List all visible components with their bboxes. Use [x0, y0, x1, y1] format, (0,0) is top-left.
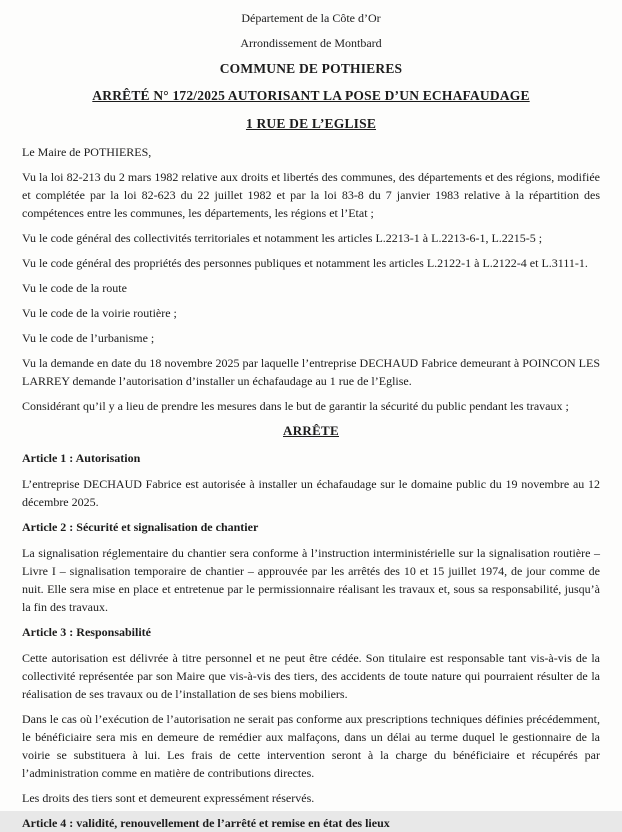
document-body	[22, 143, 600, 832]
recital-code-route: Vu le code de la route	[22, 281, 127, 295]
article-3-heading: Article 3 : Responsabilité	[22, 625, 151, 639]
decree-title: ARRÊTÉ N° 172/2025 AUTORISANT LA POSE D’UN ECHAFAUDAGE	[92, 88, 530, 103]
article-1-paragraph: L’entreprise DECHAUD Fabrice est autorisée à installer un échafaudage sur le domaine public du 19 novembre au 12 décembre 2025.	[22, 477, 600, 509]
article-3-paragraph-3: Les droits des tiers sont et demeurent expressément réservés.	[22, 791, 315, 805]
arrondissement-line: Arrondissement de Montbard	[240, 36, 382, 50]
commune-line: COMMUNE DE POTHIERES	[219, 61, 403, 76]
article-2-paragraph: La signalisation réglementaire du chantier sera conforme à l’instruction interministérielle sur la signalisation routière – Livre I – signalisation temporaire de chantier – approuvée par les arrêtés des 10 et 15 juillet 1974, de jour comme de nuit. Elle sera mise en place et entretenue par le permissionnaire réalisant les travaux et, sous sa responsabilité, jusqu’à la fin des travaux.	[22, 546, 600, 614]
arrete-heading: ARRÊTE	[283, 423, 339, 438]
department-line: Département de la Côte d’Or	[241, 11, 381, 25]
recital-demande: Vu la demande en date du 18 novembre 2025 par laquelle l’entreprise DECHAUD Fabrice demeurant à POINCON LES LARREY demande l’autorisation d’installer un échafaudage au 1 rue de l’Eglise.	[22, 356, 600, 388]
recital-loi-82-213: Vu la loi 82-213 du 2 mars 1982 relative aux droits et libertés des communes, des départements et des régions, modifiée et complétée par la loi 82-623 du 22 juillet 1982 et par la loi 83-8 du 7 janvier 1983 relative à la répartition des compétences entre les communes, les départements, les régions et l’Etat ;	[22, 170, 600, 220]
decree-subtitle-address: 1 RUE DE L’EGLISE	[245, 116, 377, 131]
article-2-heading: Article 2 : Sécurité et signalisation de chantier	[22, 520, 259, 534]
salutation: Le Maire de POTHIERES,	[22, 145, 152, 159]
article-3-paragraph-1: Cette autorisation est délivrée à titre personnel et ne peut être cédée. Son titulaire est responsable tant vis-à-vis de la collectivité représentée par son Maire que vis-à-vis des tiers, des accidents de toute nature qui pourraient résulter de la réalisation de ses travaux ou de l’installation de ses biens mobiliers.	[22, 651, 600, 701]
article-1-heading: Article 1 : Autorisation	[22, 451, 141, 465]
article-3-paragraph-2: Dans le cas où l’exécution de l’autorisation ne serait pas conforme aux prescriptions techniques définies précédemment, le bénéficiaire sera mis en demeure de remédier aux malfaçons, dans un délai au terme duquel le gestionnaire de la voirie se substituera à lui. Les frais de cette intervention seront à la charge du bénéficiaire et récupérés par l’administration comme en matière de contributions directes.	[22, 712, 600, 780]
recital-collectivites-territoriales: Vu le code général des collectivités territoriales et notamment les articles L.2213-1 à L.2213-6-1, L.2215-5 ;	[22, 231, 543, 245]
recital-code-urbanisme: Vu le code de l’urbanisme ;	[22, 331, 155, 345]
recital-considerant: Considérant qu’il y a lieu de prendre les mesures dans le but de garantir la sécurité du public pendant les travaux ;	[22, 399, 569, 413]
recital-proprietes-personnes-publiques: Vu le code général des propriétés des personnes publiques et notamment les articles L.2122-1 à L.2122-4 et L.3111-1.	[22, 256, 588, 270]
document-header	[22, 10, 600, 132]
recital-code-voirie: Vu le code de la voirie routière ;	[22, 306, 177, 320]
article-4-heading: Article 4 : validité, renouvellement de l’arrêté et remise en état des lieux	[22, 816, 390, 830]
